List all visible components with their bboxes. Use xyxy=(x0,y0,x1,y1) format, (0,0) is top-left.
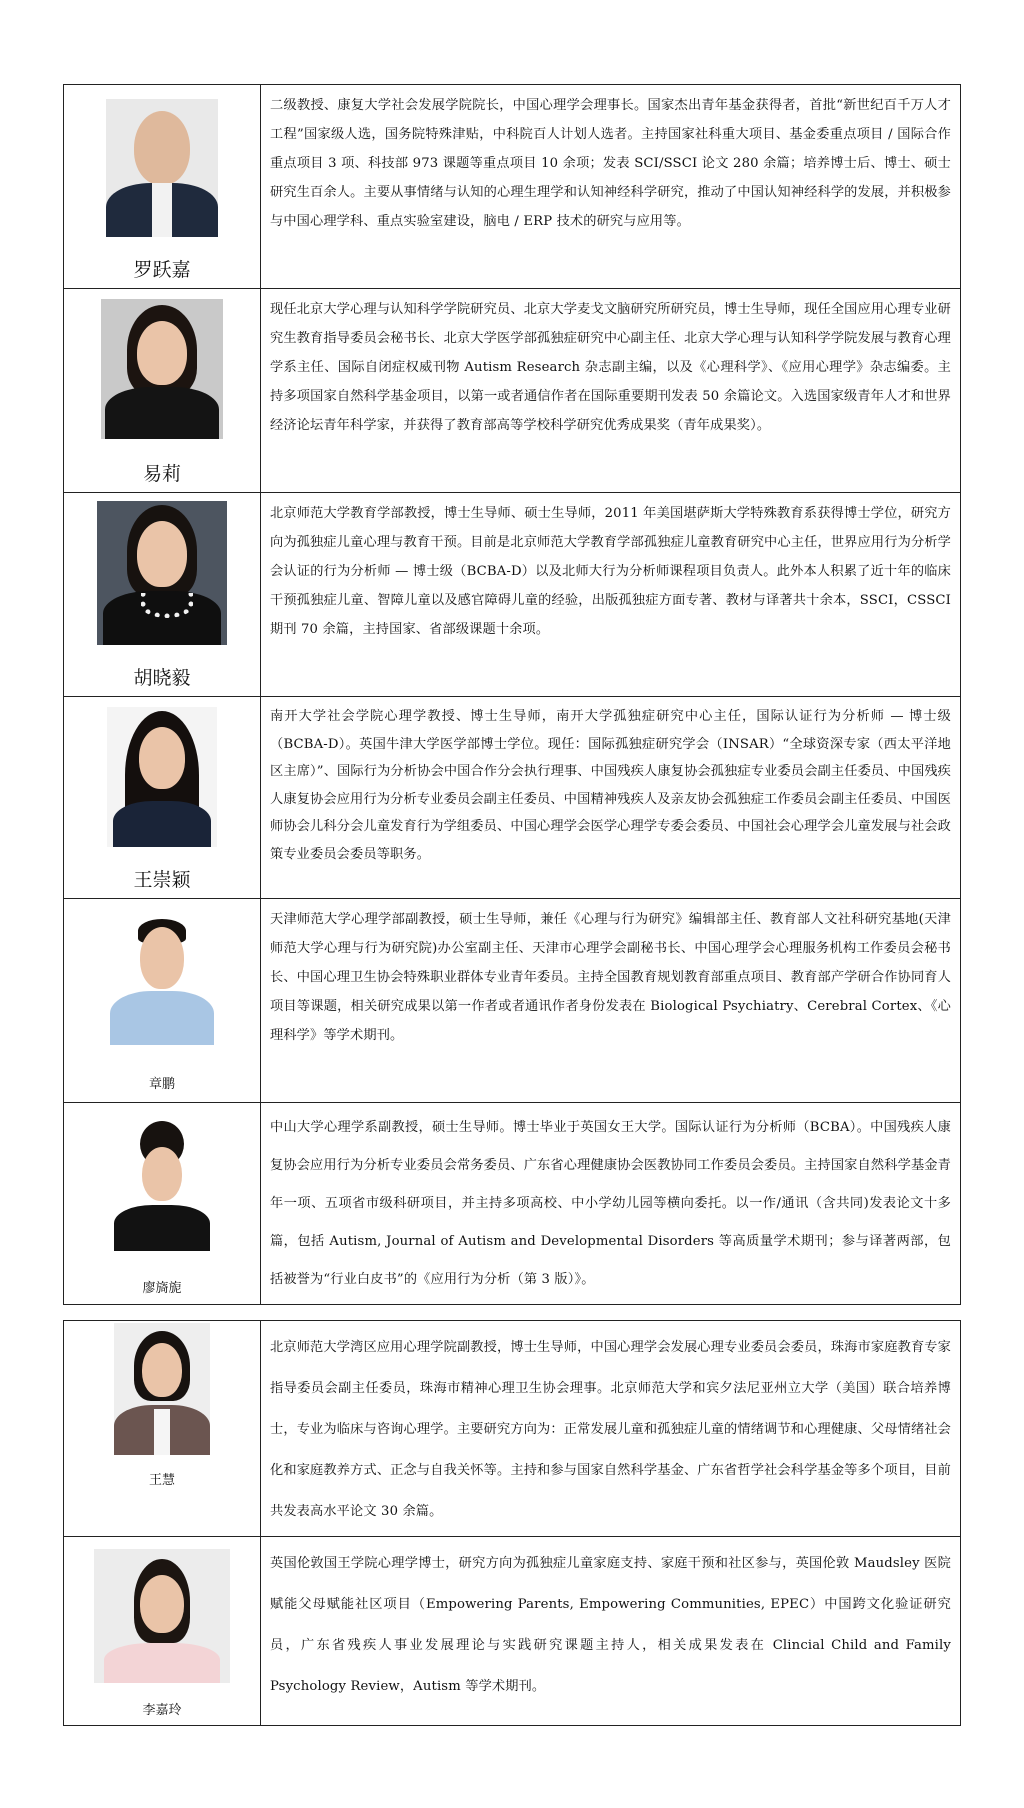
portrait-photo xyxy=(114,1323,210,1455)
portrait-photo xyxy=(97,501,227,645)
bio-cell xyxy=(261,289,961,493)
photo-cell xyxy=(64,493,261,697)
portrait-photo xyxy=(106,99,218,237)
bio-text: 二级教授、康复大学社会发展学院院长，中国心理学会理事长。国家杰出青年基金获得者，首批“新世纪百千万人才工程”国家级人选，国务院特殊津贴，中科院百人计划人选者。主持国家社科重大项目、基金委重点项目 / 国际合作重点项目 3 项、科技部 973 课题等重点项目 10 余项；发表 SCI/SSCI 论文 280 余篇；培养博士后、博士、硕士研究生百余人。主要从事情绪与认知的心理生理学和认知神经科学研究，推动了中国认知神经科学的发展，并积极参与中国心理学科、重点实验室建设，脑电 / ERP 技术的研究与应用等。 xyxy=(270,98,951,229)
bio-cell xyxy=(261,899,961,1103)
photo-cell xyxy=(64,697,261,899)
photo-cell xyxy=(64,1103,261,1305)
person-name: 李嘉玲 xyxy=(142,1703,182,1718)
portrait-photo xyxy=(110,915,214,1045)
bio-text: 现任北京大学心理与认知科学学院研究员、北京大学麦戈文脑研究所研究员，博士生导师，现任全国应用心理专业研究生教育指导委员会秘书长、北京大学医学部孤独症研究中心副主任、北京大学心理与认知科学学院发展与教育心理学系主任、国际自闭症权威刊物 Autism Research 杂志副主编，以及《心理科学》、《应用心理学》杂志编委。主持多项国家自然科学基金项目，以第一或者通信作者在国际重要期刊发表 50 余篇论文。入选国家级青年人才和世界经济论坛青年科学家，并获得了教育部高等学校科学研究优秀成果奖（青年成果奖）。 xyxy=(270,302,951,433)
bio-text: 北京师范大学湾区应用心理学院副教授，博士生导师，中国心理学会发展心理专业委员会委员，珠海市家庭教育专家指导委员会副主任委员，珠海市精神心理卫生协会理事。北京师范大学和宾夕法尼亚州立大学（美国）联合培养博士，专业为临床与咨询心理学。主要研究方向为：正常发展儿童和孤独症儿童的情绪调节和心理健康、父母情绪社会化和家庭教养方式、正念与自我关怀等。主持和参与国家自然科学基金、广东省哲学社会科学基金等多个项目，目前共发表高水平论文 30 余篇。 xyxy=(270,1340,951,1519)
photo-cell xyxy=(64,85,261,289)
profile-table-2 xyxy=(63,1320,961,1726)
profile-row xyxy=(64,899,961,1103)
profile-row xyxy=(64,1321,961,1537)
person-name: 罗跃嘉 xyxy=(133,259,191,281)
bio-text: 中山大学心理学系副教授，硕士生导师。博士毕业于英国女王大学。国际认证行为分析师（BCBA）。中国残疾人康复协会应用行为分析专业委员会常务委员、广东省心理健康协会医教协同工作委员会委员。主持国家自然科学基金青年一项、五项省市级科研项目，并主持多项高校、中小学幼儿园等横向委托。以一作/通讯（含共同)发表论文十多篇，包括 Autism, Journal of Autism and Developmental Disorders 等高质量学术期刊；参与译著两部，包括被誉为“行业白皮书”的《应用行为分析（第 3 版）》。 xyxy=(270,1120,951,1287)
bio-text: 天津师范大学心理学部副教授，硕士生导师，兼任《心理与行为研究》编辑部主任、教育部人文社科研究基地(天津师范大学心理与行为研究院)办公室副主任、天津市心理学会副秘书长、中国心理学会心理服务机构工作委员会秘书长、中国心理卫生协会特殊职业群体专业青年委员。主持全国教育规划教育部重点项目、教育部产学研合作协同育人项目等课题，相关研究成果以第一作者或者通讯作者身份发表在 Biological Psychiatry、Cerebral Cortex、《心理科学》等学术期刊。 xyxy=(270,912,951,1043)
bio-cell xyxy=(261,85,961,289)
person-name: 胡晓毅 xyxy=(133,667,191,689)
profile-row xyxy=(64,697,961,899)
portrait-photo xyxy=(112,1121,212,1251)
profile-row xyxy=(64,1537,961,1726)
bio-cell xyxy=(261,697,961,899)
bio-text: 北京师范大学教育学部教授，博士生导师、硕士生导师，2011 年美国堪萨斯大学特殊教育系获得博士学位，研究方向为孤独症儿童心理与教育干预。目前是北京师范大学教育学部孤独症儿童教育研究中心主任，世界应用行为分析学会认证的行为分析师 — 博士级（BCBA-D）以及北师大行为分析师课程项目负责人。此外本人积累了近十年的临床干预孤独症儿童、智障儿童以及感官障碍儿童的经验，出版孤独症方面专著、教材与译著共十余本，SSCI，CSSCI 期刊 70 余篇，主持国家、省部级课题十余项。 xyxy=(270,506,951,637)
photo-cell xyxy=(64,1321,261,1537)
profile-table-1 xyxy=(63,84,961,1305)
bio-cell xyxy=(261,1103,961,1305)
profile-row xyxy=(64,1103,961,1305)
person-name: 章鹏 xyxy=(148,1077,175,1092)
photo-cell xyxy=(64,289,261,493)
profile-row xyxy=(64,289,961,493)
person-name: 廖旖旎 xyxy=(142,1281,182,1296)
bio-cell xyxy=(261,493,961,697)
person-name: 王崇颖 xyxy=(133,869,191,891)
bio-cell xyxy=(261,1321,961,1537)
portrait-photo xyxy=(107,707,217,847)
person-name: 王慧 xyxy=(148,1473,175,1488)
bio-text: 南开大学社会学院心理学教授、博士生导师，南开大学孤独症研究中心主任，国际认证行为分析师 — 博士级（BCBA-D）。英国牛津大学医学部博士学位。现任：国际孤独症研究学会（INSAR）“全球资深专家（西太平洋地区主席）”、国际行为分析协会中国合作分会执行理事、中国残疾人康复协会孤独症专业委员会副主任委员、中国残疾人康复协会应用行为分析专业委员会副主任委员、中国精神残疾人及亲友协会孤独症工作委员会副主任委员、中国医师协会儿科分会儿童发育行为学组委员、中国心理学会医学心理学专委会委员、中国社会心理学会儿童发展与社会政策专业委员会委员等职务。 xyxy=(270,709,951,862)
profile-row xyxy=(64,493,961,697)
bio-cell xyxy=(261,1537,961,1726)
portrait-photo xyxy=(94,1549,230,1683)
photo-cell xyxy=(64,899,261,1103)
person-name: 易莉 xyxy=(142,463,181,485)
photo-cell xyxy=(64,1537,261,1726)
profile-row xyxy=(64,85,961,289)
portrait-photo xyxy=(101,299,223,439)
bio-text: 英国伦敦国王学院心理学博士，研究方向为孤独症儿童家庭支持、家庭干预和社区参与，英国伦敦 Maudsley 医院赋能父母赋能社区项目（Empowering Parents, Empowering Communities, EPEC）中国跨文化验证研究员，广东省残疾人事业发展理论与实践研究课题主持人，相关成果发表在 Clincial Child and Family Psychology Review，Autism 等学术期刊。 xyxy=(270,1556,951,1694)
